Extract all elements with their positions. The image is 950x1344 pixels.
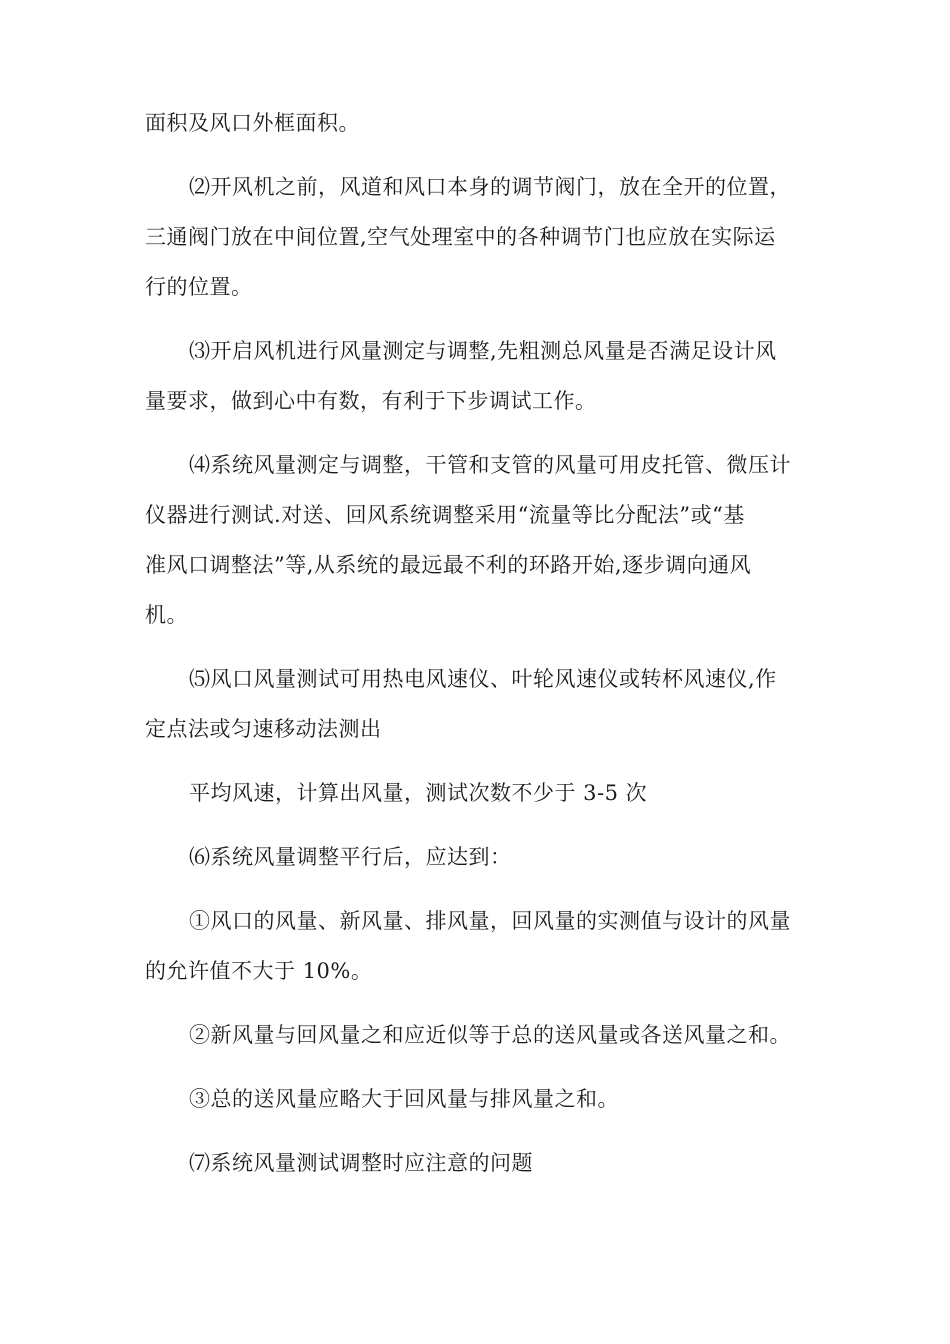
text-line-1: 面积及风口外框面积。 bbox=[145, 111, 360, 135]
text-line-7: ⑷系统风量测定与调整，干管和支管的风量可用皮托管、微压计 bbox=[189, 453, 791, 477]
text-line-5: ⑶开启风机进行风量测定与调整,先粗测总风量是否满足设计风 bbox=[189, 339, 777, 363]
text-line-6: 量要求，做到心中有数，有利于下步调试工作。 bbox=[145, 389, 597, 413]
text-line-18: ③总的送风量应略大于回风量与排风量之和。 bbox=[189, 1087, 619, 1111]
text-line-19: ⑺系统风量测试调整时应注意的问题 bbox=[189, 1151, 533, 1175]
text-line-10: 机。 bbox=[145, 603, 188, 627]
text-line-17: ②新风量与回风量之和应近似等于总的送风量或各送风量之和。 bbox=[189, 1023, 791, 1047]
text-line-2: ⑵开风机之前，风道和风口本身的调节阀门，放在全开的位置， bbox=[189, 175, 791, 199]
text-line-3: 三通阀门放在中间位置,空气处理室中的各种调节门也应放在实际运 bbox=[145, 225, 776, 249]
text-line-11: ⑸风口风量测试可用热电风速仪、叶轮风速仪或转杯风速仪,作 bbox=[189, 667, 777, 691]
text-line-14: ⑹系统风量调整平行后，应达到： bbox=[189, 845, 512, 869]
text-line-4: 行的位置。 bbox=[145, 275, 253, 299]
text-line-13: 平均风速，计算出风量，测试次数不少于 3-5 次 bbox=[189, 781, 648, 805]
text-line-12: 定点法或匀速移动法测出 bbox=[145, 717, 382, 741]
text-line-8: 仪器进行测试.对送、回风系统调整采用“流量等比分配法”或“基 bbox=[145, 503, 745, 527]
text-line-16: 的允许值不大于 10%。 bbox=[145, 959, 373, 983]
text-line-15: ①风口的风量、新风量、排风量，回风量的实测值与设计的风量 bbox=[189, 909, 791, 933]
text-line-9: 准风口调整法”等,从系统的最远最不利的环路开始,逐步调向通风 bbox=[145, 553, 752, 577]
